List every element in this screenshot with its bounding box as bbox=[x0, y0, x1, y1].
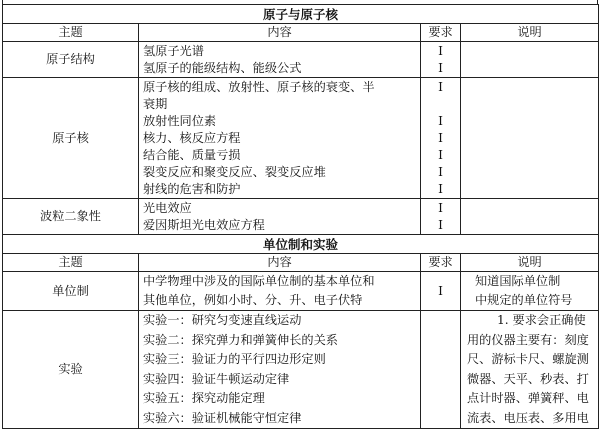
table-row bbox=[3, 311, 599, 429]
content-line: 光电效应 bbox=[143, 200, 192, 215]
requirement-level: I bbox=[438, 44, 443, 58]
requirement-level: I bbox=[438, 80, 443, 94]
header-content: 内容 bbox=[139, 24, 421, 42]
table-row bbox=[3, 199, 599, 235]
content-line: 实验六：验证机械能守恒定律 bbox=[143, 410, 302, 425]
note-line: 知道国际单位制 bbox=[475, 274, 561, 288]
content-cell bbox=[139, 78, 421, 199]
topic-cell: 实验 bbox=[3, 311, 139, 429]
note-cell bbox=[461, 78, 599, 199]
content-line: 结合能、质量亏损 bbox=[143, 147, 241, 162]
content-line: 实验二：探究弹力和弹簧伸长的关系 bbox=[143, 332, 338, 347]
content-line: 裂变反应和聚变反应、裂变反应堆 bbox=[143, 164, 326, 179]
requirement-cell bbox=[421, 78, 461, 199]
requirement-cell bbox=[421, 199, 461, 235]
note-cell bbox=[461, 199, 599, 235]
section-title-atomic: 原子与原子核 bbox=[3, 5, 599, 24]
content-line: 放射性同位素 bbox=[143, 113, 217, 128]
header-content: 内容 bbox=[139, 254, 421, 272]
note-line: 点计时器、弹簧秤、电 bbox=[467, 391, 589, 405]
topic-cell: 波粒二象性 bbox=[3, 199, 139, 235]
content-line: 氢原子的能级结构、能级公式 bbox=[143, 60, 302, 75]
requirement-cell bbox=[421, 272, 461, 311]
table-row bbox=[3, 272, 599, 311]
header-notes: 说明 bbox=[461, 254, 599, 272]
header-topic: 主题 bbox=[3, 254, 139, 272]
section-title-units-experiments: 单位制和实验 bbox=[3, 235, 599, 254]
content-line: 其他单位，例如小时、分、升、电子伏特 bbox=[143, 293, 363, 307]
content-line: 衰期 bbox=[143, 96, 168, 111]
requirement-level bbox=[425, 96, 456, 113]
content-cell bbox=[139, 42, 421, 78]
requirement-level: I bbox=[438, 283, 443, 298]
content-line: 氢原子光谱 bbox=[143, 43, 204, 58]
table-row bbox=[3, 78, 599, 199]
content-line: 实验一：研究匀变速直线运动 bbox=[143, 313, 302, 327]
table-row bbox=[3, 42, 599, 78]
header-notes: 说明 bbox=[461, 24, 599, 42]
requirement-cell bbox=[421, 42, 461, 78]
requirement-cell bbox=[421, 311, 461, 429]
content-line: 中学物理中涉及的国际单位制的基本单位和 bbox=[143, 274, 375, 288]
content-line: 原子核的组成、放射性、原子核的衰变、半 bbox=[143, 79, 375, 94]
note-line: 尺、游标卡尺、螺旋测 bbox=[467, 352, 589, 366]
content-line: 实验五：探究动能定理 bbox=[143, 391, 265, 405]
requirement-level: I bbox=[438, 201, 443, 215]
note-line: 1. 要求会正确使 bbox=[497, 313, 586, 327]
note-line: 用的仪器主要有：刻度 bbox=[467, 332, 589, 347]
requirement-level: I bbox=[438, 148, 443, 162]
content-line: 实验四：验证牛顿运动定律 bbox=[143, 371, 290, 386]
requirement-level: I bbox=[438, 218, 443, 232]
content-line: 核力、核反应方程 bbox=[143, 130, 241, 145]
header-topic: 主题 bbox=[3, 24, 139, 42]
content-line: 实验三：验证力的平行四边形定则 bbox=[143, 352, 326, 366]
note-line: 中规定的单位符号 bbox=[475, 293, 573, 307]
header-requirement: 要求 bbox=[421, 24, 461, 42]
syllabus-table bbox=[2, 4, 599, 429]
header-row bbox=[3, 24, 599, 42]
content-cell bbox=[139, 311, 421, 429]
note-cell bbox=[461, 42, 599, 78]
topic-cell: 原子结构 bbox=[3, 42, 139, 78]
header-requirement: 要求 bbox=[421, 254, 461, 272]
header-row bbox=[3, 254, 599, 272]
content-line: 爱因斯坦光电效应方程 bbox=[143, 217, 265, 232]
content-cell bbox=[139, 199, 421, 235]
requirement-level: I bbox=[438, 165, 443, 179]
requirement-level: I bbox=[438, 114, 443, 128]
content-cell bbox=[139, 272, 421, 311]
topic-cell: 原子核 bbox=[3, 78, 139, 199]
note-cell bbox=[461, 272, 599, 311]
topic-cell: 单位制 bbox=[3, 272, 139, 311]
note-line: 微器、天平、秒表、打 bbox=[467, 371, 589, 386]
note-cell bbox=[461, 311, 599, 429]
requirement-level: I bbox=[438, 61, 443, 75]
requirement-level: I bbox=[438, 131, 443, 145]
content-line: 射线的危害和防护 bbox=[143, 181, 241, 196]
note-line: 流表、电压表、多用电 bbox=[467, 410, 589, 425]
requirement-level: I bbox=[438, 182, 443, 196]
